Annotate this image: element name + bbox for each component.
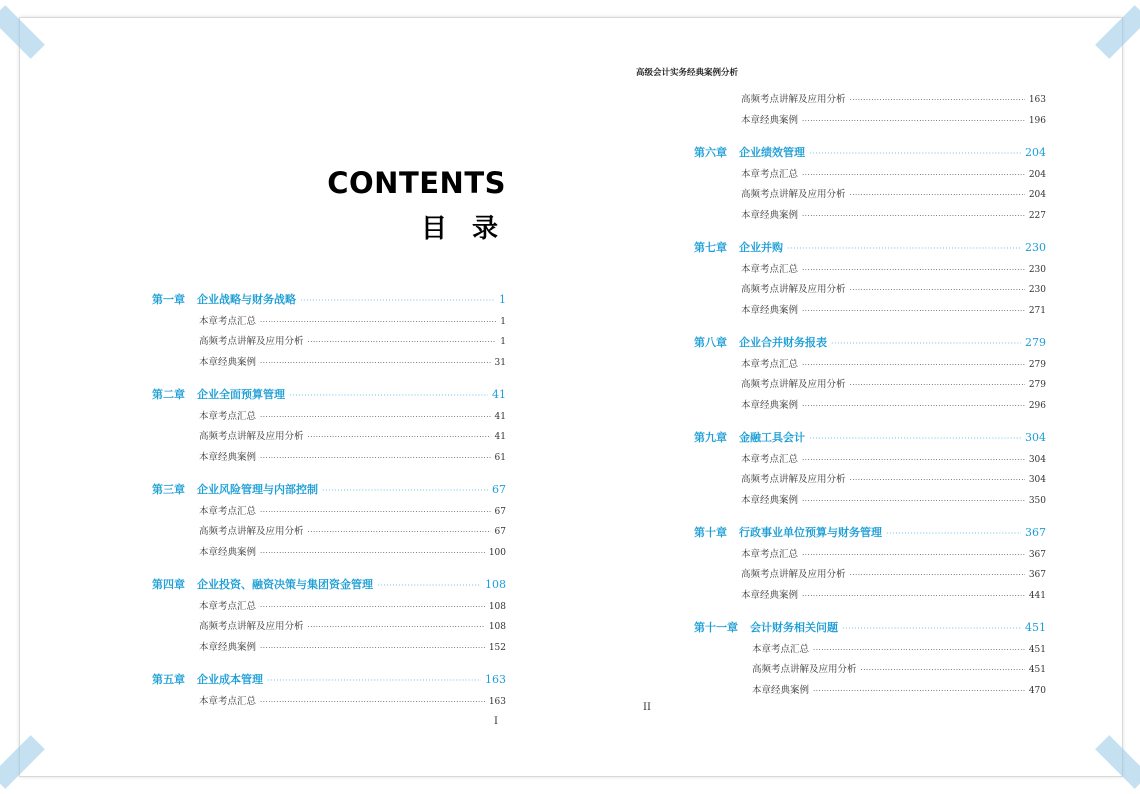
dot-leader: [802, 362, 1025, 369]
section-title: 高频考点讲解及应用分析: [199, 526, 304, 537]
page-ref: 67: [492, 483, 506, 496]
toc-section-entry[interactable]: [152, 598, 506, 612]
toc-section-entry[interactable]: [694, 207, 1046, 221]
dot-leader: [260, 550, 485, 557]
toc-section-entry[interactable]: [152, 693, 506, 707]
toc-chapter-entry[interactable]: [152, 481, 506, 497]
toc-section-entry[interactable]: [152, 449, 506, 463]
toc-chapter-entry[interactable]: [694, 524, 1046, 540]
dot-leader: [322, 487, 488, 495]
toc-section-entry[interactable]: [152, 523, 506, 537]
chapter-number: 第五章: [152, 673, 185, 686]
dot-leader: [802, 267, 1025, 274]
section-title: 本章经典案例: [199, 546, 257, 558]
dot-leader: [802, 403, 1025, 410]
section-title: 本章经典案例: [199, 356, 257, 368]
page-ref: 271: [1028, 305, 1046, 316]
toc-section-entry[interactable]: [152, 313, 506, 327]
page-ref: 367: [1028, 570, 1046, 580]
chapter-title: 企业全面预算管理: [197, 388, 285, 401]
section-title: 高频考点讲解及应用分析: [741, 379, 846, 390]
page-ref: 67: [494, 506, 506, 517]
dot-leader: [850, 287, 1025, 294]
dot-leader: [260, 604, 485, 611]
toc-section-entry[interactable]: [694, 91, 1046, 105]
section-title: 高频考点讲解及应用分析: [199, 336, 304, 347]
chapter-title: 企业投资、融资决策与集团资金管理: [197, 578, 373, 591]
dot-leader: [300, 297, 495, 305]
section-title: 本章考点汇总: [741, 453, 799, 465]
chapter-title: 企业风险管理与内部控制: [197, 483, 318, 496]
page-ref: 108: [485, 578, 506, 591]
dot-leader: [802, 457, 1025, 464]
toc-section-entry[interactable]: [694, 641, 1046, 655]
section-title: 本章经典案例: [741, 399, 799, 411]
toc-chapter-entry[interactable]: [694, 144, 1046, 160]
page-ref: 204: [1028, 169, 1046, 180]
page-ref: 31: [494, 357, 506, 368]
section-title: 本章经典案例: [741, 209, 799, 221]
section-title: 本章考点汇总: [199, 315, 257, 327]
toc-section-entry[interactable]: [694, 566, 1046, 580]
page-ref: 163: [1028, 95, 1046, 105]
section-title: 本章经典案例: [741, 589, 799, 601]
page-ref: 41: [494, 432, 506, 442]
page-ref: 304: [1028, 454, 1046, 465]
dot-leader: [813, 688, 1025, 695]
dot-leader: [850, 97, 1025, 104]
chapter-number: 第十一章: [694, 621, 738, 634]
section-title: 本章经典案例: [741, 304, 799, 316]
section-title: 高频考点讲解及应用分析: [752, 664, 857, 675]
page-ref: 108: [488, 622, 506, 632]
chapter-title: 企业绩效管理: [739, 146, 805, 159]
section-title: 本章经典案例: [752, 684, 810, 696]
dot-leader: [802, 172, 1025, 179]
contents-title-en: CONTENTS: [327, 166, 506, 200]
chapter-number: 第九章: [694, 431, 727, 444]
dot-leader: [813, 647, 1025, 654]
page-number-right: II: [643, 702, 651, 713]
dot-leader: [260, 645, 485, 652]
chapter-number: 第八章: [694, 336, 727, 349]
toc-chapter-entry[interactable]: [152, 671, 506, 687]
page-ref: 451: [1028, 665, 1046, 675]
section-title: 本章考点汇总: [752, 643, 810, 655]
chapter-title: 行政事业单位预算与财务管理: [739, 526, 882, 539]
page-ref: 230: [1028, 285, 1046, 295]
page-ref: 1: [500, 337, 506, 347]
dot-leader: [308, 529, 491, 536]
section-title: 本章考点汇总: [199, 600, 257, 612]
dot-leader: [260, 414, 491, 421]
section-title: 本章考点汇总: [741, 548, 799, 560]
toc-section-entry[interactable]: [152, 408, 506, 422]
page-ref: 204: [1028, 190, 1046, 200]
page-ref: 367: [1025, 526, 1046, 539]
dot-leader: [802, 118, 1025, 125]
page-ref: 41: [494, 411, 506, 422]
chapter-number: 第十章: [694, 526, 727, 539]
section-title: 本章经典案例: [741, 114, 799, 126]
section-title: 本章考点汇总: [199, 695, 257, 707]
section-title: 高频考点讲解及应用分析: [199, 621, 304, 632]
page-ref: 451: [1028, 644, 1046, 655]
dot-leader: [802, 593, 1025, 600]
page-ref: 108: [488, 601, 506, 612]
toc-section-entry[interactable]: [694, 451, 1046, 465]
dot-leader: [802, 308, 1025, 315]
dot-leader: [802, 498, 1025, 505]
chapter-number: 第三章: [152, 483, 185, 496]
dot-leader: [802, 213, 1025, 220]
page-number-left: I: [494, 716, 498, 727]
page-ref: 163: [488, 696, 506, 707]
toc-section-entry[interactable]: [694, 587, 1046, 601]
page-ref: 279: [1025, 336, 1046, 349]
section-title: 本章考点汇总: [199, 505, 257, 517]
toc-section-entry[interactable]: [152, 354, 506, 368]
section-title: 本章经典案例: [199, 641, 257, 653]
toc-section-entry[interactable]: [694, 261, 1046, 275]
page-ref: 230: [1025, 241, 1046, 254]
toc-section-entry[interactable]: [694, 186, 1046, 200]
dot-leader: [850, 382, 1025, 389]
dot-leader: [850, 477, 1025, 484]
toc-section-entry[interactable]: [152, 544, 506, 558]
running-head: 高级会计实务经典案例分析: [636, 68, 739, 78]
dot-leader: [831, 340, 1021, 348]
page-ref: 227: [1028, 210, 1046, 221]
chapter-number: 第六章: [694, 146, 727, 159]
dot-leader: [886, 530, 1021, 538]
section-title: 高频考点讲解及应用分析: [741, 189, 846, 200]
toc-section-entry[interactable]: [694, 112, 1046, 126]
toc-chapter-entry[interactable]: [152, 576, 506, 592]
toc-section-entry[interactable]: [694, 376, 1046, 390]
toc-chapter-entry[interactable]: [694, 334, 1046, 350]
toc-section-entry[interactable]: [694, 661, 1046, 675]
dot-leader: [842, 625, 1021, 633]
dot-leader: [787, 245, 1021, 253]
section-title: 本章考点汇总: [741, 263, 799, 275]
toc-section-entry[interactable]: [694, 471, 1046, 485]
toc-chapter-entry[interactable]: [694, 239, 1046, 255]
toc-section-entry[interactable]: [152, 428, 506, 442]
section-title: 高频考点讲解及应用分析: [741, 94, 846, 105]
toc-chapter-entry[interactable]: [694, 619, 1046, 635]
page-ref: 1: [499, 293, 506, 306]
dot-leader: [308, 339, 497, 346]
dot-leader: [802, 552, 1025, 559]
section-title: 高频考点讲解及应用分析: [199, 431, 304, 442]
toc-section-entry[interactable]: [152, 503, 506, 517]
section-title: 本章考点汇总: [741, 168, 799, 180]
toc-section-entry[interactable]: [694, 492, 1046, 506]
toc-section-entry[interactable]: [694, 682, 1046, 696]
chapter-title: 企业战略与财务战略: [197, 293, 296, 306]
chapter-title: 金融工具会计: [739, 431, 805, 444]
toc-section-entry[interactable]: [694, 397, 1046, 411]
toc-section-entry[interactable]: [694, 166, 1046, 180]
dot-leader: [308, 434, 491, 441]
page-ref: 100: [488, 547, 506, 558]
toc-section-entry[interactable]: [694, 356, 1046, 370]
page-ref: 350: [1028, 495, 1046, 506]
toc-chapter-entry[interactable]: [694, 429, 1046, 445]
page-ref: 67: [494, 527, 506, 537]
dot-leader: [289, 392, 488, 400]
dot-leader: [260, 360, 491, 367]
dot-leader: [850, 192, 1025, 199]
chapter-number: 第七章: [694, 241, 727, 254]
page-ref: 296: [1028, 400, 1046, 411]
toc-section-entry[interactable]: [694, 302, 1046, 316]
toc-chapter-entry[interactable]: [152, 386, 506, 402]
section-title: 高频考点讲解及应用分析: [741, 284, 846, 295]
page-ref: 451: [1025, 621, 1046, 634]
page-ref: 470: [1028, 685, 1046, 696]
dot-leader: [260, 509, 491, 516]
page-ref: 1: [500, 316, 506, 327]
chapter-title: 企业成本管理: [197, 673, 263, 686]
chapter-title: 企业合并财务报表: [739, 336, 827, 349]
dot-leader: [260, 319, 496, 326]
section-title: 本章经典案例: [741, 494, 799, 506]
section-title: 本章经典案例: [199, 451, 257, 463]
contents-title-zh: 目 录: [420, 214, 506, 244]
section-title: 高频考点讲解及应用分析: [741, 569, 846, 580]
page-ref: 41: [492, 388, 506, 401]
dot-leader: [809, 435, 1021, 443]
dot-leader: [861, 667, 1025, 674]
page-ref: 61: [494, 452, 506, 463]
toc-section-entry[interactable]: [152, 618, 506, 632]
dot-leader: [850, 572, 1025, 579]
section-title: 本章考点汇总: [199, 410, 257, 422]
dot-leader: [267, 677, 481, 685]
page-ref: 367: [1028, 549, 1046, 560]
toc-section-entry[interactable]: [152, 639, 506, 653]
page-ref: 304: [1025, 431, 1046, 444]
chapter-title: 会计财务相关问题: [750, 621, 838, 634]
page-ref: 152: [488, 642, 506, 653]
section-title: 本章考点汇总: [741, 358, 799, 370]
dot-leader: [377, 582, 481, 590]
page-ref: 230: [1028, 264, 1046, 275]
chapter-number: 第一章: [152, 293, 185, 306]
page-ref: 196: [1028, 115, 1046, 126]
dot-leader: [260, 455, 491, 462]
chapter-title: 企业并购: [739, 241, 783, 254]
dot-leader: [308, 624, 485, 631]
dot-leader: [809, 150, 1021, 158]
toc-section-entry[interactable]: [152, 333, 506, 347]
chapter-number: 第四章: [152, 578, 185, 591]
page-ref: 279: [1028, 380, 1046, 390]
toc-section-entry[interactable]: [694, 546, 1046, 560]
page-ref: 279: [1028, 359, 1046, 370]
page-ref: 441: [1028, 590, 1046, 601]
page-ref: 304: [1028, 475, 1046, 485]
toc-chapter-entry[interactable]: [152, 291, 506, 307]
section-title: 高频考点讲解及应用分析: [741, 474, 846, 485]
toc-section-entry[interactable]: [694, 281, 1046, 295]
chapter-number: 第二章: [152, 388, 185, 401]
page-ref: 163: [485, 673, 506, 686]
dot-leader: [260, 699, 485, 706]
page-ref: 204: [1025, 146, 1046, 159]
